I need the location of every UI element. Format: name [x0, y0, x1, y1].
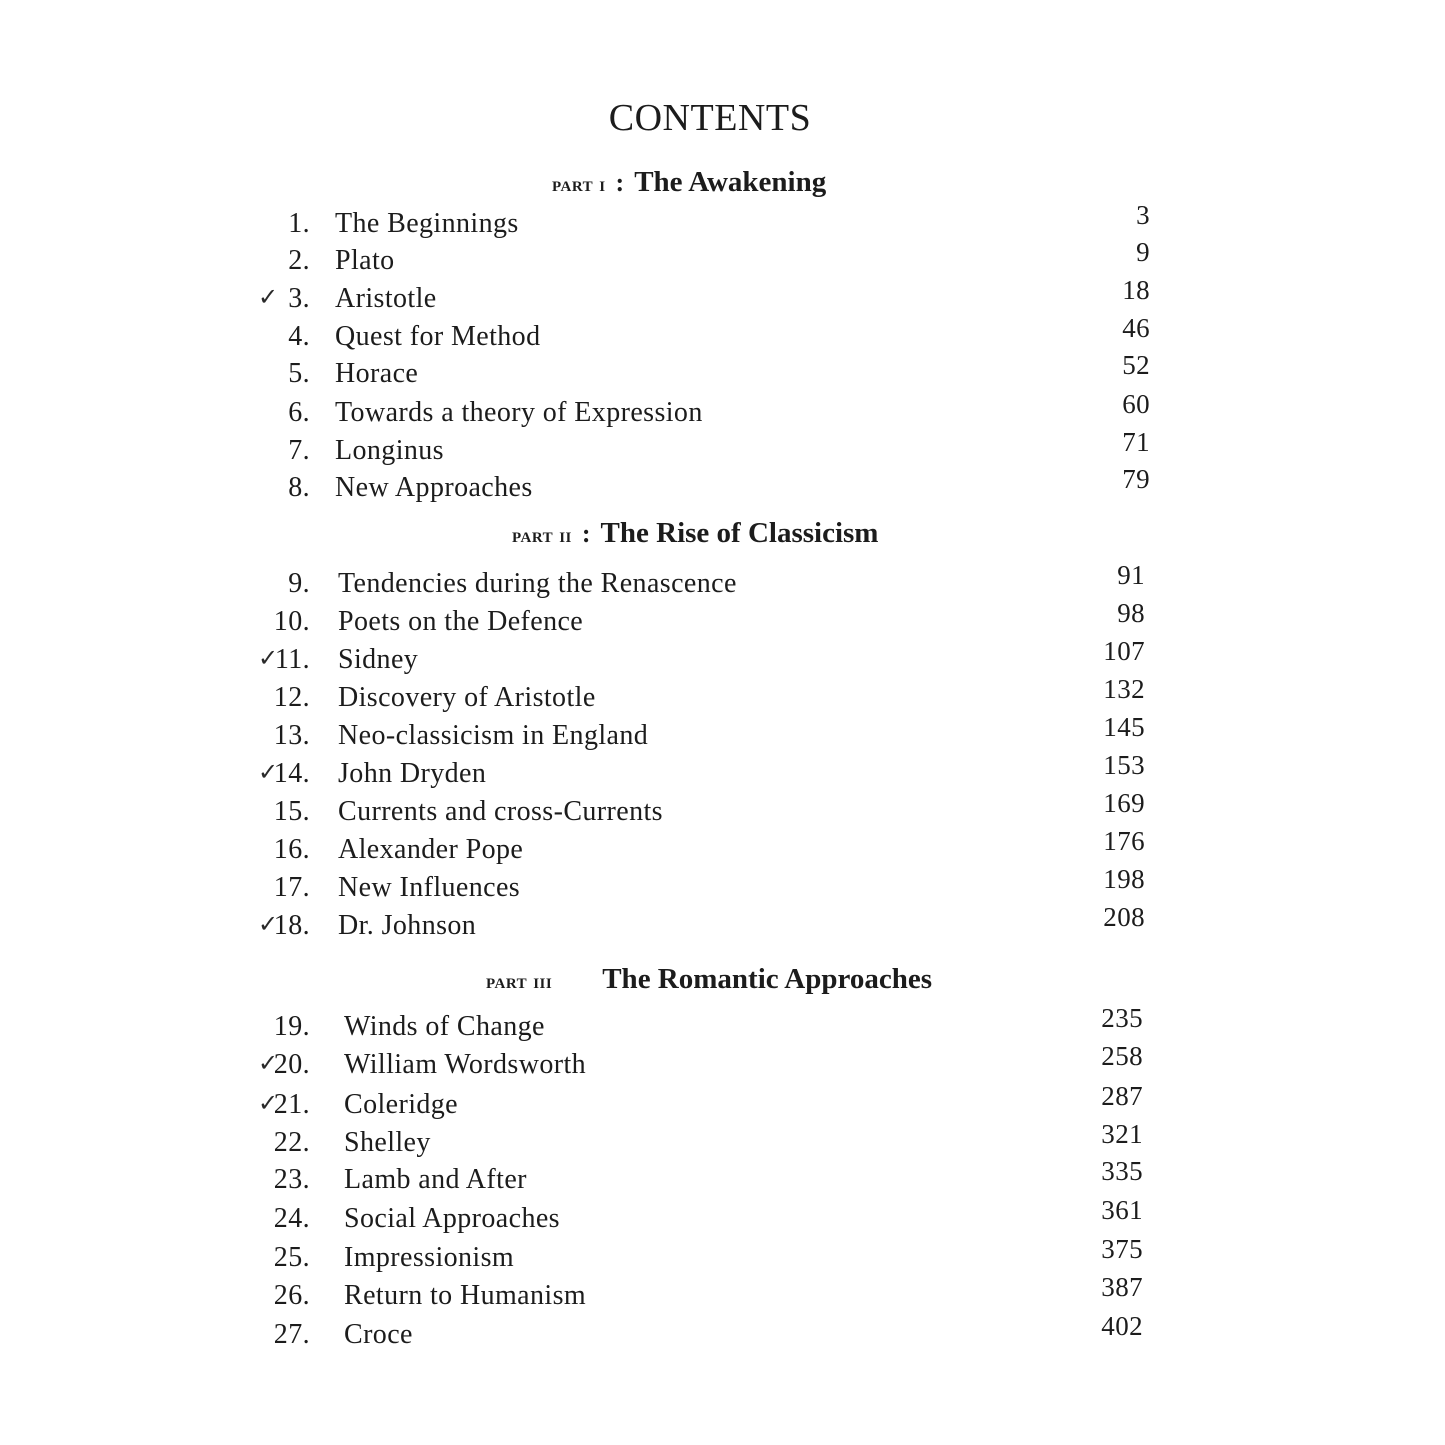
chapter-number: 4. [288, 321, 310, 352]
chapter-number: 24. [273, 1203, 310, 1234]
handwritten-check-icon: ✓ [258, 285, 279, 311]
toc-entry[interactable] [0, 1156, 1445, 1202]
page-number: 145 [1103, 712, 1145, 742]
chapter-number: 9. [288, 568, 310, 599]
chapter-number: 27. [273, 1319, 310, 1350]
toc-entry[interactable] [0, 712, 1445, 758]
part-title: The Romantic Approaches [602, 963, 932, 995]
chapter-number: 7. [288, 435, 310, 466]
part-separator: : [581, 519, 591, 548]
part-label: part i [552, 171, 606, 196]
chapter-title: The Beginnings [335, 208, 519, 239]
page-number: 9 [1136, 237, 1150, 267]
chapter-number: 23. [273, 1164, 310, 1195]
page-number: 46 [1122, 313, 1150, 343]
toc-entry[interactable] [0, 389, 1445, 435]
part-heading [0, 166, 1445, 199]
chapter-number: 1. [288, 208, 310, 239]
part-label: part ii [512, 522, 572, 547]
page-number: 132 [1103, 674, 1145, 704]
toc-entry[interactable] [0, 826, 1445, 872]
chapter-number: 14. [273, 758, 310, 789]
chapter-number: 8. [288, 472, 310, 503]
toc-entry[interactable] [0, 750, 1445, 796]
handwritten-check-icon: ✓ [258, 1091, 279, 1117]
toc-entry[interactable] [0, 427, 1445, 473]
chapter-title: Impressionism [344, 1242, 515, 1273]
page-number: 153 [1103, 750, 1145, 780]
page-number: 235 [1101, 1003, 1143, 1033]
toc-entry[interactable] [0, 864, 1445, 910]
chapter-title: Quest for Method [335, 321, 541, 352]
chapter-title: Return to Humanism [344, 1280, 587, 1311]
toc-entry[interactable] [0, 1119, 1445, 1165]
toc-entry[interactable] [0, 350, 1445, 396]
chapter-title: Shelley [344, 1127, 431, 1158]
toc-entry[interactable] [0, 1195, 1445, 1241]
chapter-number: 22. [273, 1127, 310, 1158]
chapter-number: 5. [288, 358, 310, 389]
page-number: 107 [1103, 636, 1145, 666]
page-number: 321 [1101, 1119, 1143, 1149]
page-number: 208 [1103, 902, 1145, 932]
chapter-number: 16. [273, 834, 310, 865]
page-number: 91 [1117, 560, 1145, 590]
toc-entry[interactable] [0, 560, 1445, 606]
handwritten-check-icon: ✓ [258, 760, 279, 786]
page-number: 3 [1136, 200, 1150, 230]
part-separator: : [615, 168, 625, 197]
chapter-title: Horace [335, 358, 419, 389]
page-number: 71 [1122, 427, 1150, 457]
chapter-number: 19. [273, 1011, 310, 1042]
toc-entry[interactable] [0, 200, 1445, 246]
chapter-title: Lamb and After [344, 1164, 527, 1195]
toc-entry[interactable] [0, 1081, 1445, 1127]
page-number: 375 [1101, 1234, 1143, 1264]
page-number: 361 [1101, 1195, 1143, 1225]
toc-entry[interactable] [0, 237, 1445, 283]
chapter-title: John Dryden [338, 758, 487, 789]
chapter-title: Poets on the Defence [338, 606, 584, 637]
chapter-number: 13. [273, 720, 310, 751]
page-number: 387 [1101, 1272, 1143, 1302]
handwritten-check-icon: ✓ [258, 1051, 279, 1077]
part-title: The Awakening [634, 166, 827, 198]
chapter-title: Sidney [338, 644, 419, 675]
part-title: The Rise of Classicism [600, 517, 879, 549]
page-number: 98 [1117, 598, 1145, 628]
toc-entry[interactable] [0, 313, 1445, 359]
part-label: part iii [486, 968, 553, 993]
toc-entry[interactable] [0, 788, 1445, 834]
toc-entry[interactable] [0, 1272, 1445, 1318]
chapter-title: Plato [335, 245, 395, 276]
chapter-number: 25. [273, 1242, 310, 1273]
page-title: CONTENTS [608, 97, 812, 139]
chapter-title: Dr. Johnson [338, 910, 477, 941]
page-number: 176 [1103, 826, 1145, 856]
chapter-number: 18. [273, 910, 310, 941]
chapter-title: New Approaches [335, 472, 533, 503]
toc-entry[interactable] [0, 636, 1445, 682]
part-heading [0, 963, 1445, 996]
toc-entry[interactable] [0, 1003, 1445, 1049]
part-heading [0, 517, 1445, 550]
chapter-title: Winds of Change [344, 1011, 545, 1042]
chapter-number: 21. [273, 1089, 310, 1120]
page-number: 287 [1101, 1081, 1143, 1111]
chapter-number: 6. [288, 397, 310, 428]
chapter-title: Longinus [335, 435, 444, 466]
chapter-number: 20. [273, 1049, 310, 1080]
chapter-title: Aristotle [335, 283, 437, 314]
chapter-title: Neo-classicism in England [338, 720, 649, 751]
chapter-number: 3. [288, 283, 310, 314]
chapter-title: Towards a theory of Expression [335, 397, 703, 428]
toc-entry[interactable] [0, 674, 1445, 720]
page-number: 198 [1103, 864, 1145, 894]
chapter-number: 2. [288, 245, 310, 276]
chapter-number: 15. [273, 796, 310, 827]
chapter-number: 10. [273, 606, 310, 637]
page-number: 18 [1122, 275, 1150, 305]
toc-entry[interactable] [0, 464, 1445, 510]
chapter-title: Tendencies during the Renascence [338, 568, 737, 599]
page-number: 402 [1101, 1311, 1143, 1341]
chapter-title: Currents and cross-Currents [338, 796, 663, 827]
handwritten-check-icon: ✓ [258, 646, 279, 672]
toc-entry[interactable] [0, 1041, 1445, 1087]
page-number: 79 [1122, 464, 1150, 494]
chapter-title: William Wordsworth [344, 1049, 587, 1080]
toc-entry[interactable] [0, 598, 1445, 644]
chapter-title: Coleridge [344, 1089, 459, 1120]
part-separator [552, 965, 602, 994]
toc-entry[interactable] [0, 902, 1445, 948]
chapter-number: 17. [273, 872, 310, 903]
page-number: 335 [1101, 1156, 1143, 1186]
chapter-title: Croce [344, 1319, 413, 1350]
toc-entry[interactable] [0, 1311, 1445, 1357]
chapter-number: 11. [274, 644, 310, 675]
toc-entry[interactable] [0, 275, 1445, 321]
page-number: 169 [1103, 788, 1145, 818]
page-number: 52 [1122, 350, 1150, 380]
page-number: 60 [1122, 389, 1150, 419]
chapter-title: New Influences [338, 872, 521, 903]
page-number: 258 [1101, 1041, 1143, 1071]
chapter-title: Discovery of Aristotle [338, 682, 596, 713]
toc-entry[interactable] [0, 1234, 1445, 1280]
chapter-title: Social Approaches [344, 1203, 560, 1234]
chapter-number: 12. [273, 682, 310, 713]
chapter-title: Alexander Pope [338, 834, 524, 865]
handwritten-check-icon: ✓ [258, 912, 279, 938]
chapter-number: 26. [273, 1280, 310, 1311]
